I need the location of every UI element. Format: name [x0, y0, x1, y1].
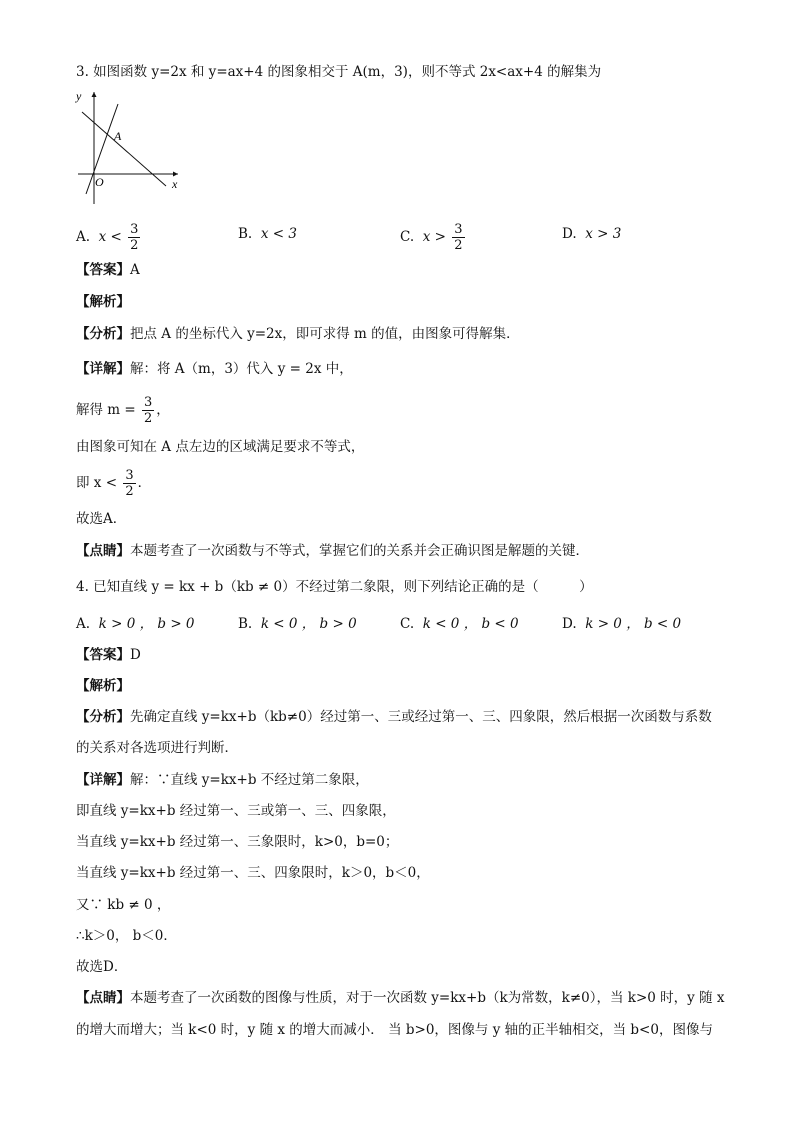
x-axis-label: x	[172, 177, 178, 191]
detail-line-6: ∴k＞0， b＜0．	[76, 928, 177, 944]
fraction: $\frac{3}{2}$	[130, 222, 139, 253]
point-a-label: A	[114, 129, 122, 143]
detail-line-4: 当直线 y=kx+b 经过第一、三、四象限时，k＞0，b＜0，	[76, 865, 430, 881]
detail-line-1: 【详解】解：∵直线 y=kx+b 不经过第二象限，	[76, 772, 369, 788]
detail-line-5: 又∵ kb ≠ 0 ，	[76, 897, 171, 913]
choose-line: 故选D．	[76, 959, 128, 975]
option-d[interactable]: D. x > 3	[562, 226, 622, 242]
detail-line-3: 当直线 y=kx+b 经过第一、三象限时，k>0，b=0；	[76, 834, 399, 850]
origin-label: O	[95, 175, 104, 189]
answer-line: 【答案】A	[76, 262, 140, 278]
function-graph	[74, 90, 184, 208]
option-b[interactable]: B. x < 3	[238, 226, 297, 242]
analysis-heading: 【解析】	[76, 678, 130, 694]
fraction: $\frac{3}{2}$	[454, 222, 463, 253]
fraction: $\frac{3}{2}$	[125, 468, 134, 499]
analysis-line: 【分析】把点 A 的坐标代入 y=2x，即可求得 m 的值，由图象可得解集．	[76, 326, 520, 342]
option-b[interactable]: B. k < 0 ， b > 0	[238, 616, 357, 632]
analysis-heading: 【解析】	[76, 294, 130, 310]
question-4-stem: 4. 已知直线 y = kx + b（kb ≠ 0）不经过第二象限，则下列结论正确的是（ ）	[76, 579, 593, 595]
detail-line-4: 即 x < $\frac{3}{2}$ ．	[76, 468, 152, 499]
detail-line-1: 【详解】解：将 A（m，3）代入 y = 2x 中，	[76, 361, 353, 377]
option-c[interactable]: C. k < 0 ， b < 0	[400, 616, 519, 632]
analysis-line-1: 【分析】先确定直线 y=kx+b（kb≠0）经过第一、三或经过第一、三、四象限，然后根据一次函数与系数	[76, 709, 712, 725]
analysis-line-2: 的关系对各选项进行判断．	[76, 740, 238, 756]
detail-line-2: 解得 m = $\frac{3}{2}$ ，	[76, 395, 170, 426]
answer-line: 【答案】D	[76, 647, 141, 663]
option-a[interactable]: A. k > 0 ， b > 0	[76, 616, 195, 632]
note-line-2: 的增大而增大；当 k<0 时，y 随 x 的增大而减小． 当 b>0，图像与 y 轴的正半轴相交，当 b<0，图像与	[76, 1022, 713, 1038]
question-3-stem: 3. 如图函数 y=2x 和 y=ax+4 的图象相交于 A(m，3)，则不等式 2x<ax+4 的解集为	[76, 64, 602, 80]
x-axis-arrow	[173, 172, 178, 177]
choose-line: 故选A．	[76, 511, 127, 527]
note-line: 【点睛】本题考查了一次函数与不等式，掌握它们的关系并会正确识图是解题的关键．	[76, 543, 589, 559]
y-axis-arrow	[92, 92, 97, 97]
option-c[interactable]: C. x > $\frac{3}{2}$	[400, 222, 463, 253]
detail-line-2: 即直线 y=kx+b 经过第一、三或第一、三、四象限，	[76, 803, 396, 819]
note-line-1: 【点睛】本题考查了一次函数的图像与性质，对于一次函数 y=kx+b（k为常数，k≠0），当 k>0 时，y 随 x	[76, 990, 725, 1006]
option-a[interactable]: A. x < $\frac{3}{2}$	[76, 222, 139, 253]
y-axis-label: y	[76, 90, 82, 103]
detail-line-3: 由图象可知在 A 点左边的区域满足要求不等式，	[76, 439, 365, 455]
option-d[interactable]: D. k > 0 ， b < 0	[562, 616, 682, 632]
fraction: $\frac{3}{2}$	[144, 395, 153, 426]
